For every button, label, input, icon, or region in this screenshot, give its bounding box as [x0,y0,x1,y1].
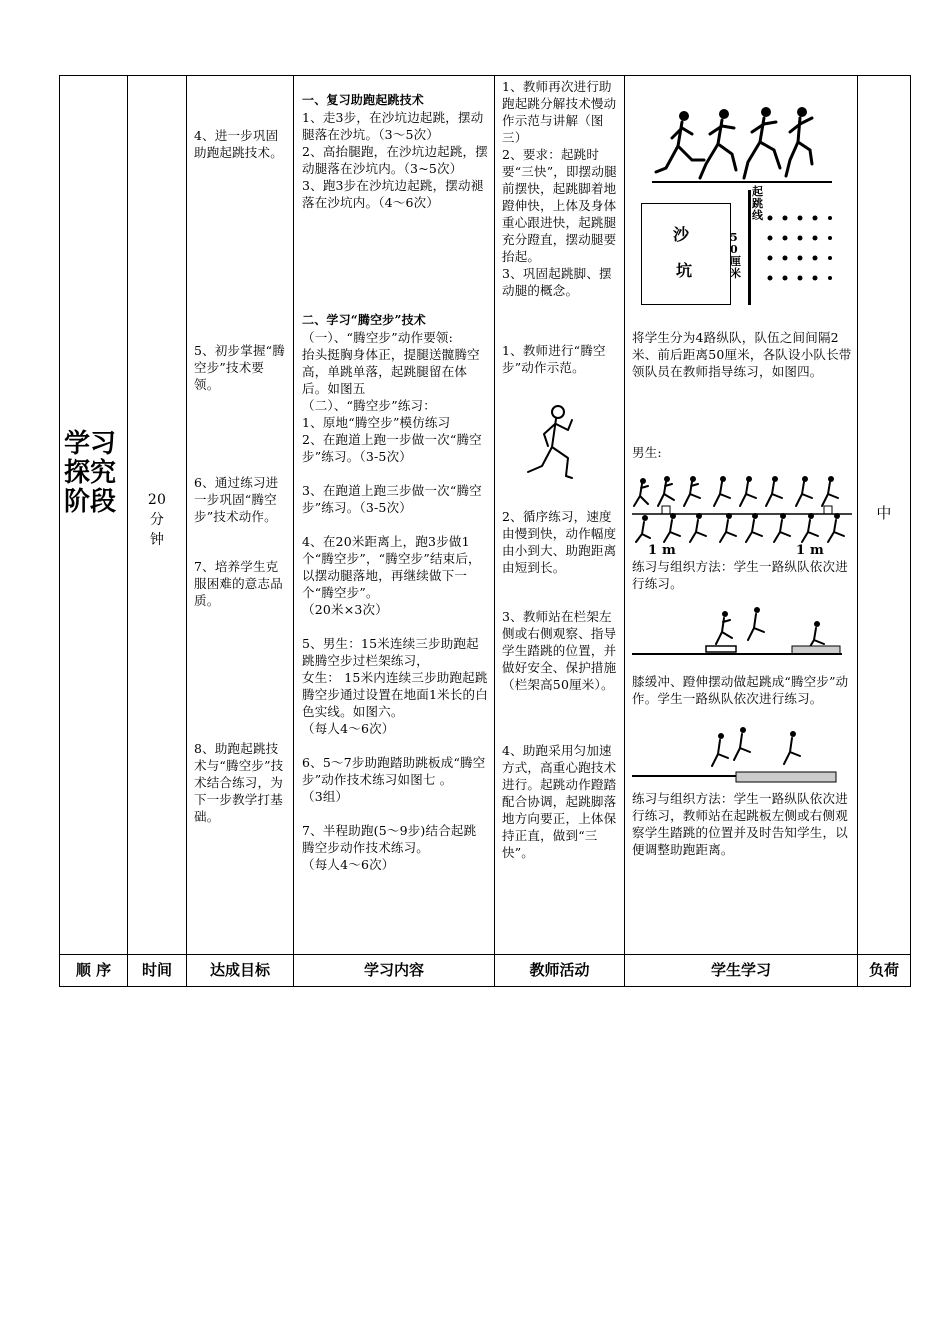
flight-step-figure [522,402,592,510]
teacher-activity-2: 1、教师进行“腾空步”动作示范。 [502,343,606,375]
header-teacher: 教师活动 [529,961,590,979]
teacher-activity-5: 4、助跑采用匀加速方式，高重心跑技术进行。起跳动作蹬踏配合协调，起跳脚落地方向要正，上体保持正直，做到“三快”。 [502,743,617,860]
student-boys-label: 男生: [632,445,662,460]
distance-label: 50厘米 [730,231,742,280]
takeoff-sequence-figure [652,98,832,190]
col-border-7 [910,75,911,987]
col-border-3 [293,75,294,987]
student-org-1: 练习与组织方法：学生一路纵队依次进行练习。 [632,559,848,591]
stage-time: 20 分 钟 [147,492,167,548]
student-group-text: 将学生分为4路纵队，队伍之间间隔2米、前后距离50厘米，各队设小队长带领队员在教师指导练习，如图四。 [632,330,852,379]
col-border-6 [857,75,858,987]
goal-4: 4、进一步巩固助跑起跳技术。 [194,128,283,160]
teacher-activity-1: 1、教师再次进行助跑起跳分解技术慢动作示范与讲解（图三） 2、要求：起跳时要“三快”，即摆动腿前摆快，起跳脚着地蹬伸快，上体及身体重心跟进快，起跳腿充分蹬直，摆动腿要抬起。 3、巩固起跳脚、摆动腿的概念。 [502,79,617,298]
student-formation-figure [765,212,845,288]
goal-6: 6、通过练习进一步巩固“腾空步”技术动作。 [194,475,279,524]
stage-load: 中 [876,504,892,522]
header-time: 时间 [141,961,172,979]
col-border-0 [59,75,60,987]
header-load: 负荷 [868,961,899,979]
goal-5: 5、初步掌握“腾空步”技术要领。 [194,343,285,392]
stage-label: 学习探究阶段 [63,429,116,517]
content-section1-body: 1、走3步，在沙坑边起跳，摆动腿落在沙坑。（3～5次） 2、高抬腿跑，在沙坑边起跳，摆动腿落在沙坑内。（3~5次） 3、跑3步在沙坑边起跳，摆动褪落在沙坑内。（4～6次） [302,110,488,210]
col-border-2 [186,75,187,987]
meter-label-right: 1 m [796,543,824,558]
hurdle-runners-figure [632,476,852,544]
header-student: 学生学习 [710,961,771,979]
sand-pit-box [641,203,731,305]
takeoff-line-label: 起跳线 [752,185,764,222]
content-section2-title: 二、学习“腾空步”技术 [302,313,427,327]
col-border-4 [494,75,495,987]
meter-label-left: 1 m [648,543,676,558]
springboard-figure [632,606,842,662]
sand-pit-label-1: 沙 [673,225,690,244]
teacher-activity-3: 2、循序练习，速度由慢到快，动作幅度由小到大、助跑距离由短到长。 [502,509,617,575]
student-org-3: 练习与组织方法：学生一路纵队依次进行练习，教师站在起跳板左侧或右侧观察学生踏跳的位置并及时告知学生，以便调整助跑距离。 [632,791,848,857]
col-border-1 [127,75,128,987]
takeoff-line [748,190,751,305]
goal-7: 7、培养学生克服困难的意志品质。 [194,559,283,608]
goal-8: 8、助跑起跳技术与“腾空步”技术结合练习，为下一步教学打基础。 [194,741,284,824]
header-content: 学习内容 [363,961,424,979]
header-goal: 达成目标 [209,961,270,979]
content-section2-body: （一）、“腾空步”动作要领: 抬头挺胸身体正，提腿送髋腾空高，单跳单落，起跳腿留在体后。如图五 （二）、“腾空步”练习： 1、原地“腾空步”模仿练习 2、在跑道上跑一步做一次“腾空步”练习。（3-5次） 3、在跑道上跑三步做一次“腾空步”练习。（3-5次） 4、在20米距离上，跑3步做1个“腾空步”，“腾空步”结束后，以摆动腿落地，再继续做下一个“腾空步”。 （20米×3次） 5、男生：15米连续三步助跑起跳腾空步过栏架练习， 女生： 15米内连续三步助跑起跳腾空步通过设置在地面1米长的白色实线。如图六。 （每人4～6次） 6、5～7步助跑踏助跳板成“腾空步”动作技术练习如图七 。 （3组） 7、半程助跑(5～9步)结合起跳腾空步动作技术练习。 （每人4～6次） [302,330,488,872]
teacher-activity-4: 3、教师站在栏架左侧或右侧观察、指导学生踏跳的位置，并做好安全、保护措施（栏架高50厘米）。 [502,609,617,692]
runup-board-figure [632,726,842,784]
col-border-5 [624,75,625,987]
header-order: 顺 序 [75,961,112,979]
content-section1-title: 一、复习助跑起跳技术 [302,93,425,107]
sand-pit-label-2: 坑 [676,261,693,280]
student-org-2: 膝缓冲、蹬伸摆动做起跳成“腾空步”动作。学生一路纵队依次进行练习。 [632,674,849,706]
